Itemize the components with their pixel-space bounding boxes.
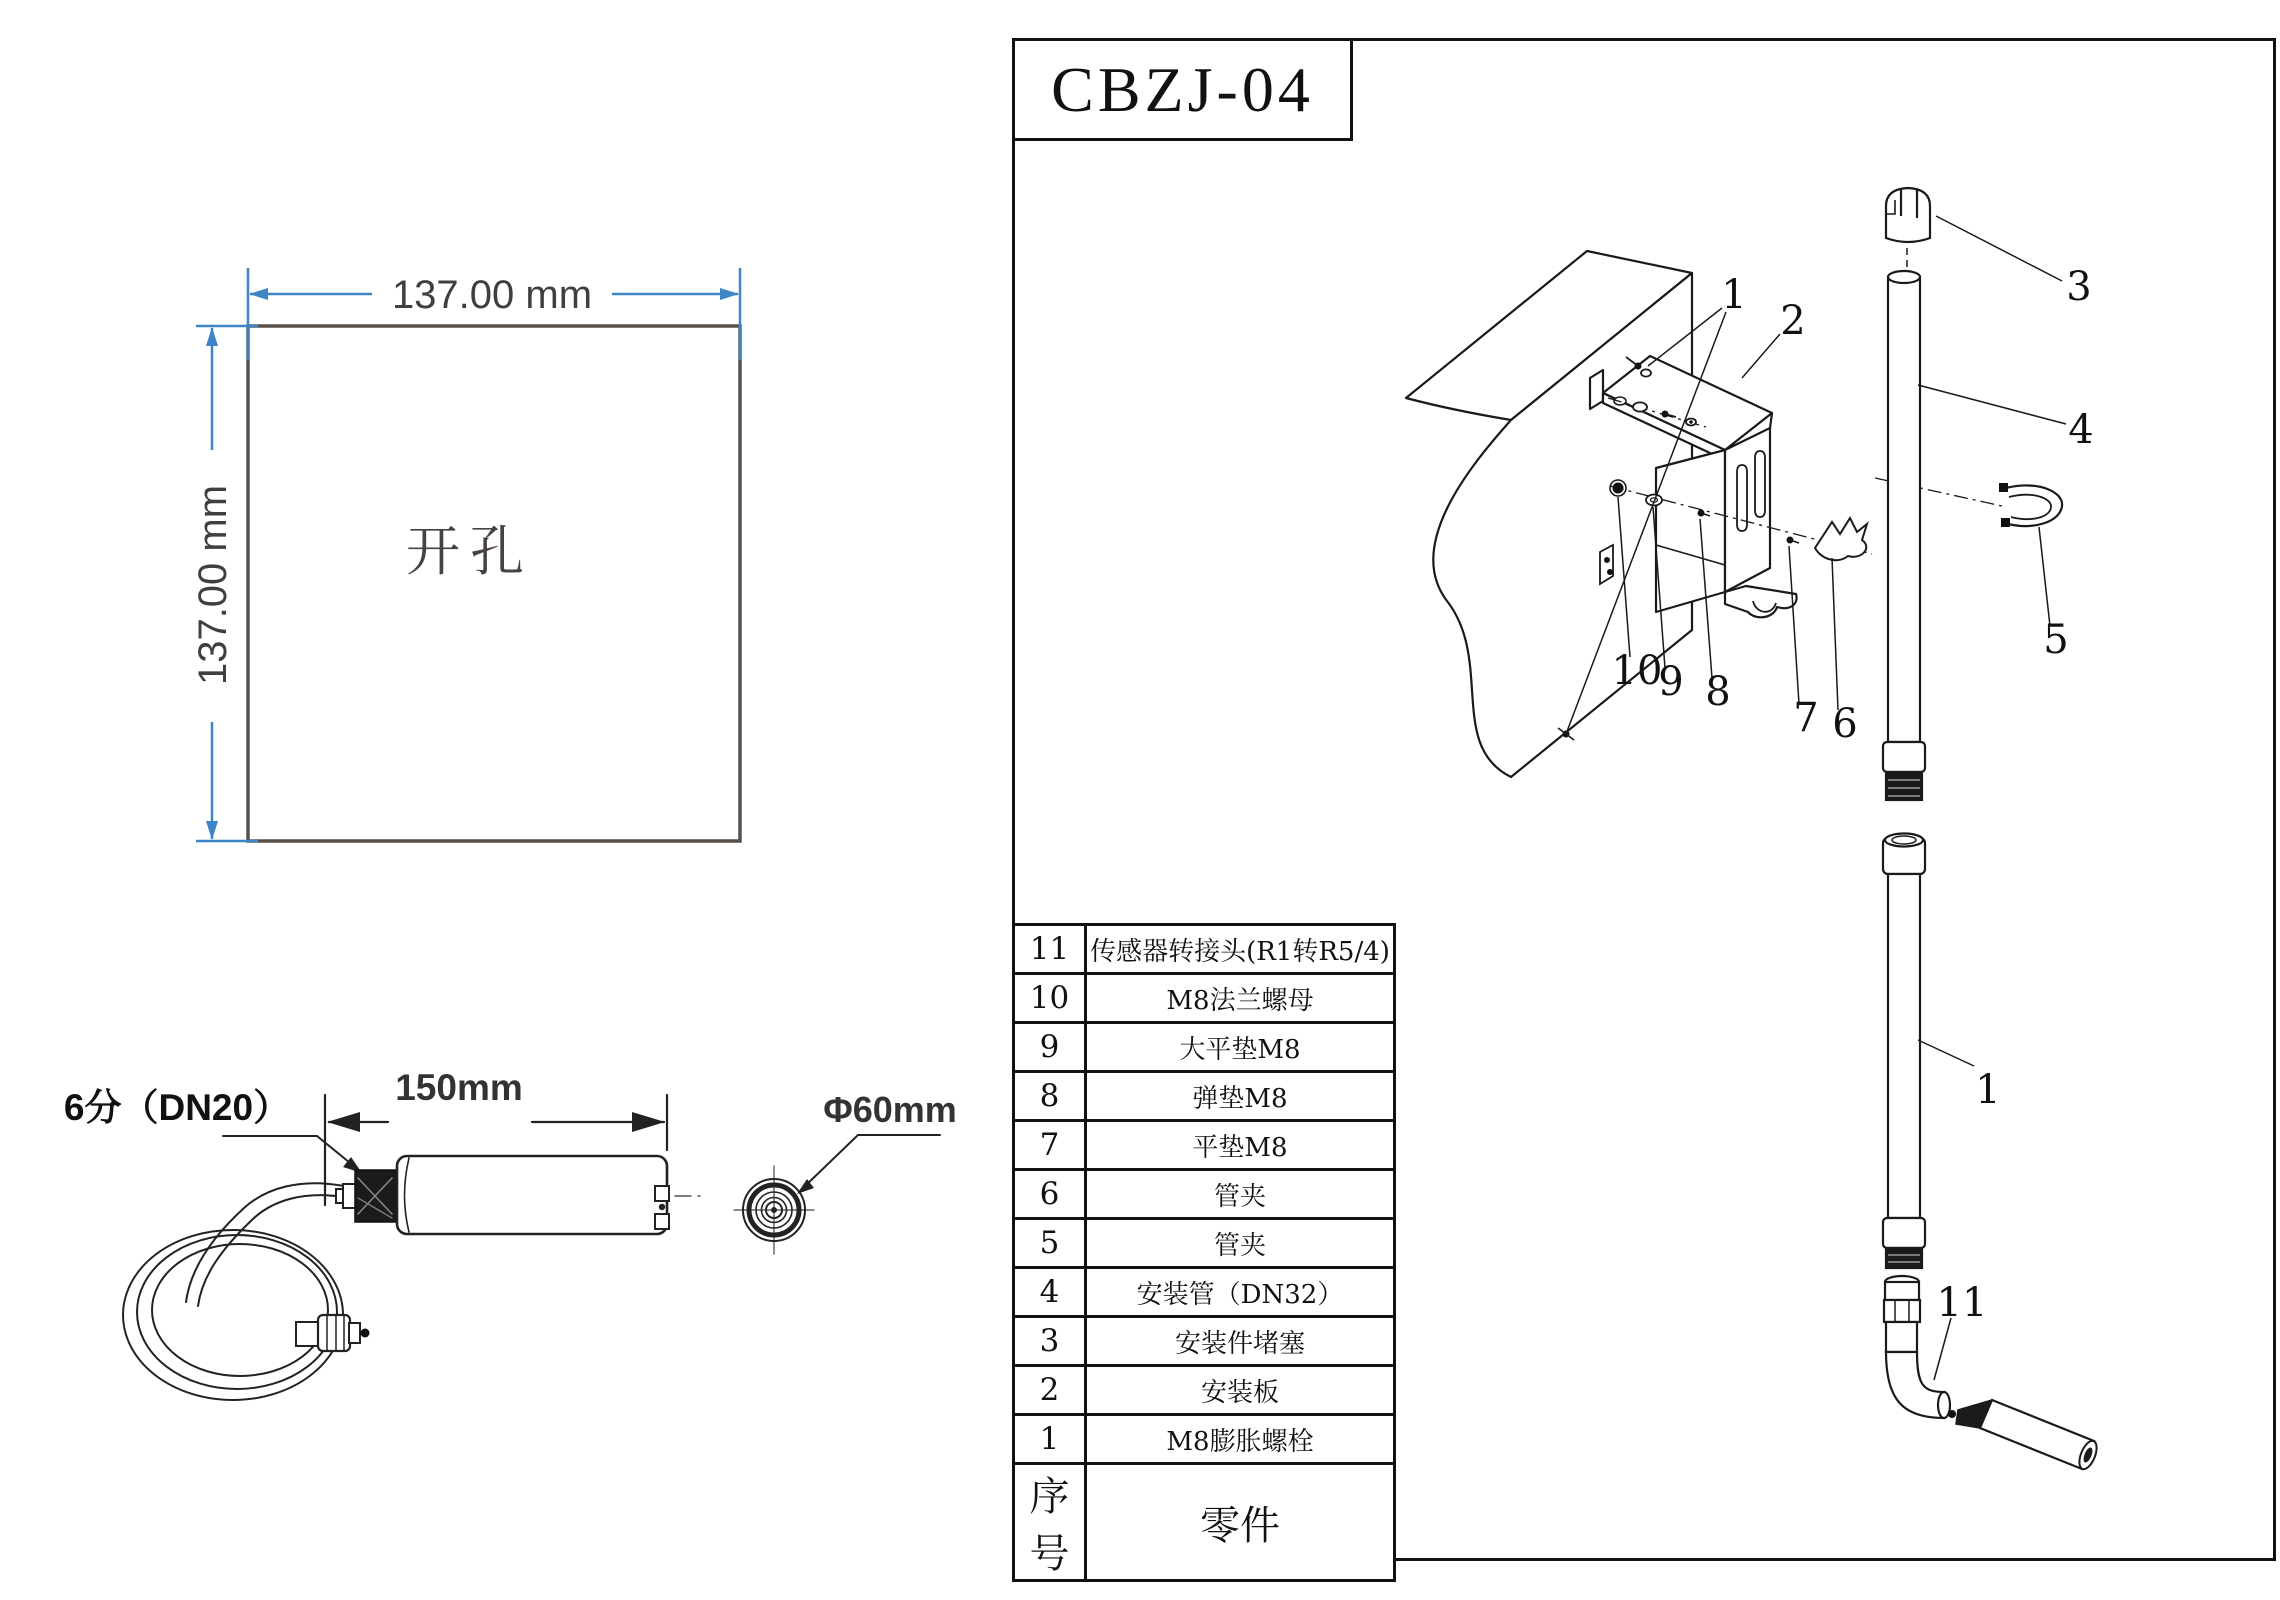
table-row — [1014, 1023, 1395, 1072]
cutout-square-diagram — [191, 268, 740, 841]
sensor-exploded — [1948, 1400, 2100, 1472]
callout-9: 9 — [1658, 659, 1684, 705]
table-row — [1014, 1317, 1395, 1366]
callout-10: 10 — [1611, 648, 1663, 694]
thread-fitting — [336, 1170, 396, 1222]
part-number: 11 — [1014, 925, 1086, 974]
cutout-square — [248, 326, 740, 841]
part-number: 5 — [1014, 1219, 1086, 1268]
header-serial: 序号 — [1014, 1464, 1086, 1581]
part-number: 4 — [1014, 1268, 1086, 1317]
table-row — [1014, 1072, 1395, 1121]
table-row — [1014, 1170, 1395, 1219]
table-row — [1014, 1219, 1395, 1268]
parts-table — [1012, 923, 1396, 1582]
table-row — [1014, 974, 1395, 1023]
callout-4: 4 — [2068, 407, 2094, 453]
sensor-end-view — [734, 1166, 814, 1254]
part-name: 安装板 — [1086, 1366, 1395, 1415]
cutout-width-text: 137.00 mm — [391, 273, 593, 317]
cutout-label: 开孔 — [406, 520, 534, 583]
part-number: 1 — [1014, 1415, 1086, 1464]
table-row — [1014, 1268, 1395, 1317]
sheet-title: CBZJ-04 — [1051, 53, 1314, 125]
callout-1-lower: 1 — [1975, 1067, 2001, 1113]
part-name: 弹垫M8 — [1086, 1072, 1395, 1121]
part-number: 7 — [1014, 1121, 1086, 1170]
callout-6: 6 — [1832, 701, 1858, 747]
table-row — [1014, 1415, 1395, 1464]
part-number: 10 — [1014, 974, 1086, 1023]
cutout-height-text: 137.00 mm — [191, 484, 235, 686]
callout-3: 3 — [2066, 264, 2092, 310]
thread-leader — [223, 1136, 362, 1173]
part-number: 3 — [1014, 1317, 1086, 1366]
part-number: 8 — [1014, 1072, 1086, 1121]
callout-7: 7 — [1793, 695, 1819, 741]
part-name: 大平垫M8 — [1086, 1023, 1395, 1072]
diameter-label: Φ60mm — [823, 1089, 957, 1130]
table-header-row — [1014, 1464, 1395, 1581]
sensor-body — [397, 1156, 669, 1234]
header-part: 零件 — [1086, 1464, 1395, 1581]
sensor-cable — [123, 1183, 344, 1400]
thread-size-label: 6分（DN20） — [63, 1087, 291, 1128]
part-number: 6 — [1014, 1170, 1086, 1219]
pipe-upper — [1883, 271, 1925, 800]
callout-8: 8 — [1705, 669, 1731, 715]
callout-1: 1 — [1721, 272, 1747, 318]
pipe-cap — [1886, 188, 1930, 242]
part-number: 9 — [1014, 1023, 1086, 1072]
part-name: M8法兰螺母 — [1086, 974, 1395, 1023]
part-name: 平垫M8 — [1086, 1121, 1395, 1170]
diameter-leader — [797, 1135, 940, 1194]
part-name: 传感器转接头(R1转R5/4) — [1086, 925, 1395, 974]
table-row — [1014, 1366, 1395, 1415]
left-diagrams — [0, 0, 1010, 1600]
part-name: 安装管（DN32） — [1086, 1268, 1395, 1317]
part-name: M8膨胀螺栓 — [1086, 1415, 1395, 1464]
callout-11: 11 — [1936, 1280, 1988, 1326]
table-row — [1014, 1121, 1395, 1170]
cable-connector — [296, 1315, 370, 1351]
sensor-side-view — [64, 1067, 957, 1400]
table-row — [1014, 925, 1395, 974]
callout-2: 2 — [1780, 298, 1806, 344]
part-name: 安装件堵塞 — [1086, 1317, 1395, 1366]
length-label: 150mm — [395, 1067, 523, 1108]
part-name: 管夹 — [1086, 1170, 1395, 1219]
pipe-lower — [1883, 834, 1925, 1269]
part-name: 管夹 — [1086, 1219, 1395, 1268]
anchor-bolt-bottom — [1600, 545, 1613, 584]
callout-5: 5 — [2043, 617, 2069, 663]
part-number: 2 — [1014, 1366, 1086, 1415]
